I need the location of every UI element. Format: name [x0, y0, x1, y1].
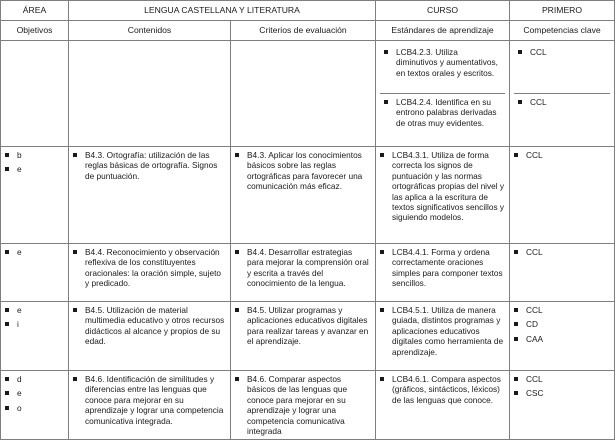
- estandar-text: LCB4.4.1. Forma y ordena correctamente oraciones simples para componer textos sencillos.: [392, 247, 503, 289]
- criterio-text: B4.6. Comparar aspectos básicos de las lenguas que conoce para mejorar en su aprendizaje y lograr una competencia comunicativa integrada: [247, 374, 348, 437]
- title-row: [1, 1, 615, 21]
- bullet-icon: [514, 322, 518, 326]
- estandar-item: [380, 93, 505, 143]
- objetivos-cell: [1, 244, 69, 302]
- bullet-icon: [73, 308, 77, 312]
- estandar-text: LCB4.5.1. Utiliza de manera guiada, distintos programas y aplicaciones educativos digitales como herramienta de aprendizaje.: [392, 305, 504, 357]
- bullet-icon: [518, 50, 522, 54]
- criterio-text: B4.3. Aplicar los conocimientos básicos sobre las reglas ortográficas para favorecer una comunicación más eficaz.: [247, 150, 363, 192]
- estandar-text: LCB4.2.4. Identifica en su entrono palabras derivadas de otras muy evidentes.: [396, 97, 497, 128]
- table-row: [1, 41, 615, 147]
- bullet-icon: [514, 250, 518, 254]
- competencia-item: CCL: [514, 305, 610, 315]
- objetivo-item: o: [5, 403, 64, 413]
- bullet-icon: [5, 250, 9, 254]
- estandar-item: [380, 44, 505, 93]
- bullet-icon: [5, 153, 9, 157]
- bullet-icon: [5, 308, 9, 312]
- col-header-contenidos: Contenidos: [69, 21, 231, 41]
- course-value: PRIMERO: [510, 1, 615, 21]
- course-label: CURSO: [376, 1, 510, 21]
- objetivo-item: e: [5, 388, 64, 398]
- estandar-text: LCB4.2.3. Utiliza diminutivos y aumentativos, en textos orales y escritos.: [396, 47, 498, 78]
- estandar-cell: [376, 302, 510, 371]
- objetivo-item: e: [5, 247, 64, 257]
- bullet-icon: [514, 337, 518, 341]
- estandar-cell: [376, 371, 510, 440]
- competencias-cell: [510, 302, 615, 371]
- criterio-cell: [231, 147, 376, 244]
- subject-title: LENGUA CASTELLANA Y LITERATURA: [69, 1, 376, 21]
- criterio-text: B4.5. Utilizar programas y aplicaciones educativos digitales para realizar tareas y avanzar en el aprendizaje.: [247, 305, 369, 347]
- competencia-item: CAA: [514, 334, 610, 344]
- objetivo-item: i: [5, 319, 64, 329]
- contenido-text: B4.6. Identificación de similitudes y diferencias entre las lenguas que conoce para mejorar en su aprendizaje y lograr una competencia comunicativa integrada.: [85, 374, 224, 426]
- objetivo-item: d: [5, 374, 64, 384]
- criterio-cell: [231, 244, 376, 302]
- bullet-icon: [235, 377, 239, 381]
- bullet-icon: [514, 153, 518, 157]
- contenido-text: B4.5. Utilización de material multimedia educativo y otros recursos didácticos al alcance y propios de su edad.: [85, 305, 225, 347]
- col-header-objetivos: Objetivos: [1, 21, 69, 41]
- estandar-cell: [376, 147, 510, 244]
- contenido-cell: [69, 41, 231, 147]
- bullet-icon: [380, 308, 384, 312]
- competencia-item: [514, 93, 610, 143]
- bullet-icon: [380, 377, 384, 381]
- criterio-cell: [231, 41, 376, 147]
- bullet-icon: [384, 100, 388, 104]
- contenido-cell: [69, 302, 231, 371]
- bullet-icon: [514, 377, 518, 381]
- table-row: [1, 302, 615, 371]
- bullet-icon: [5, 406, 9, 410]
- competencias-cell: [510, 244, 615, 302]
- bullet-icon: [5, 391, 9, 395]
- bullet-icon: [73, 153, 77, 157]
- criterio-cell: [231, 371, 376, 440]
- competencia-text: CCL: [530, 47, 547, 57]
- table-row: [1, 147, 615, 244]
- col-header-criterios: Criterios de evaluación: [231, 21, 376, 41]
- objetivo-item: e: [5, 305, 64, 315]
- competencia-text: CCL: [530, 97, 547, 107]
- competencia-item: CD: [514, 319, 610, 329]
- bullet-icon: [235, 308, 239, 312]
- contenido-text: B4.3. Ortografía: utilización de las reglas básicas de ortografía. Signos de puntuación.: [85, 150, 218, 181]
- bullet-icon: [380, 250, 384, 254]
- competencias-cell: [510, 147, 615, 244]
- bullet-icon: [235, 153, 239, 157]
- objetivos-cell: [1, 371, 69, 440]
- bullet-icon: [380, 153, 384, 157]
- contenido-cell: [69, 371, 231, 440]
- competencias-cell: [510, 41, 615, 147]
- competencia-item: CCL: [514, 374, 610, 384]
- table-row: [1, 244, 615, 302]
- competencia-item: CCL: [514, 150, 610, 160]
- criterio-cell: [231, 302, 376, 371]
- objetivos-cell: [1, 147, 69, 244]
- objetivo-item: e: [5, 164, 64, 174]
- objetivo-item: b: [5, 150, 64, 160]
- competencia-item: CCL: [514, 247, 610, 257]
- objetivos-cell: [1, 41, 69, 147]
- estandar-text: LCB4.3.1. Utiliza de forma correcta los signos de puntuación y las normas ortográficas propias del nivel y las aplica a la escritura de textos significativos sencillos y siguiendo modelos.: [392, 150, 505, 223]
- bullet-icon: [73, 250, 77, 254]
- table-row: [1, 371, 615, 440]
- column-header-row: [1, 21, 615, 41]
- bullet-icon: [514, 391, 518, 395]
- contenido-cell: [69, 244, 231, 302]
- bullet-icon: [514, 308, 518, 312]
- bullet-icon: [5, 322, 9, 326]
- bullet-icon: [5, 377, 9, 381]
- bullet-icon: [384, 50, 388, 54]
- competencia-item: CSC: [514, 388, 610, 398]
- competencia-item: [514, 44, 610, 93]
- estandar-text: LCB4.6.1. Compara aspectos (gráficos, sintácticos, léxicos) de las lenguas que conoce.: [392, 374, 501, 405]
- bullet-icon: [5, 167, 9, 171]
- objetivos-cell: [1, 302, 69, 371]
- col-header-competencias: Competencias clave: [510, 21, 615, 41]
- criterio-text: B4.4. Desarrollar estrategias para mejorar la comprensión oral y escrita a través del conocimiento de la lengua.: [247, 247, 369, 289]
- contenido-text: B4.4. Reconocimiento y observación reflexiva de los constituyentes oracionales: la oración simple, sujeto y predicado.: [85, 247, 222, 289]
- competencias-cell: [510, 371, 615, 440]
- estandar-cell: [376, 41, 510, 147]
- contenido-cell: [69, 147, 231, 244]
- bullet-icon: [518, 100, 522, 104]
- col-header-estandares: Estándares de aprendizaje: [376, 21, 510, 41]
- estandar-cell: [376, 244, 510, 302]
- area-label: ÁREA: [1, 1, 69, 21]
- bullet-icon: [73, 377, 77, 381]
- bullet-icon: [235, 250, 239, 254]
